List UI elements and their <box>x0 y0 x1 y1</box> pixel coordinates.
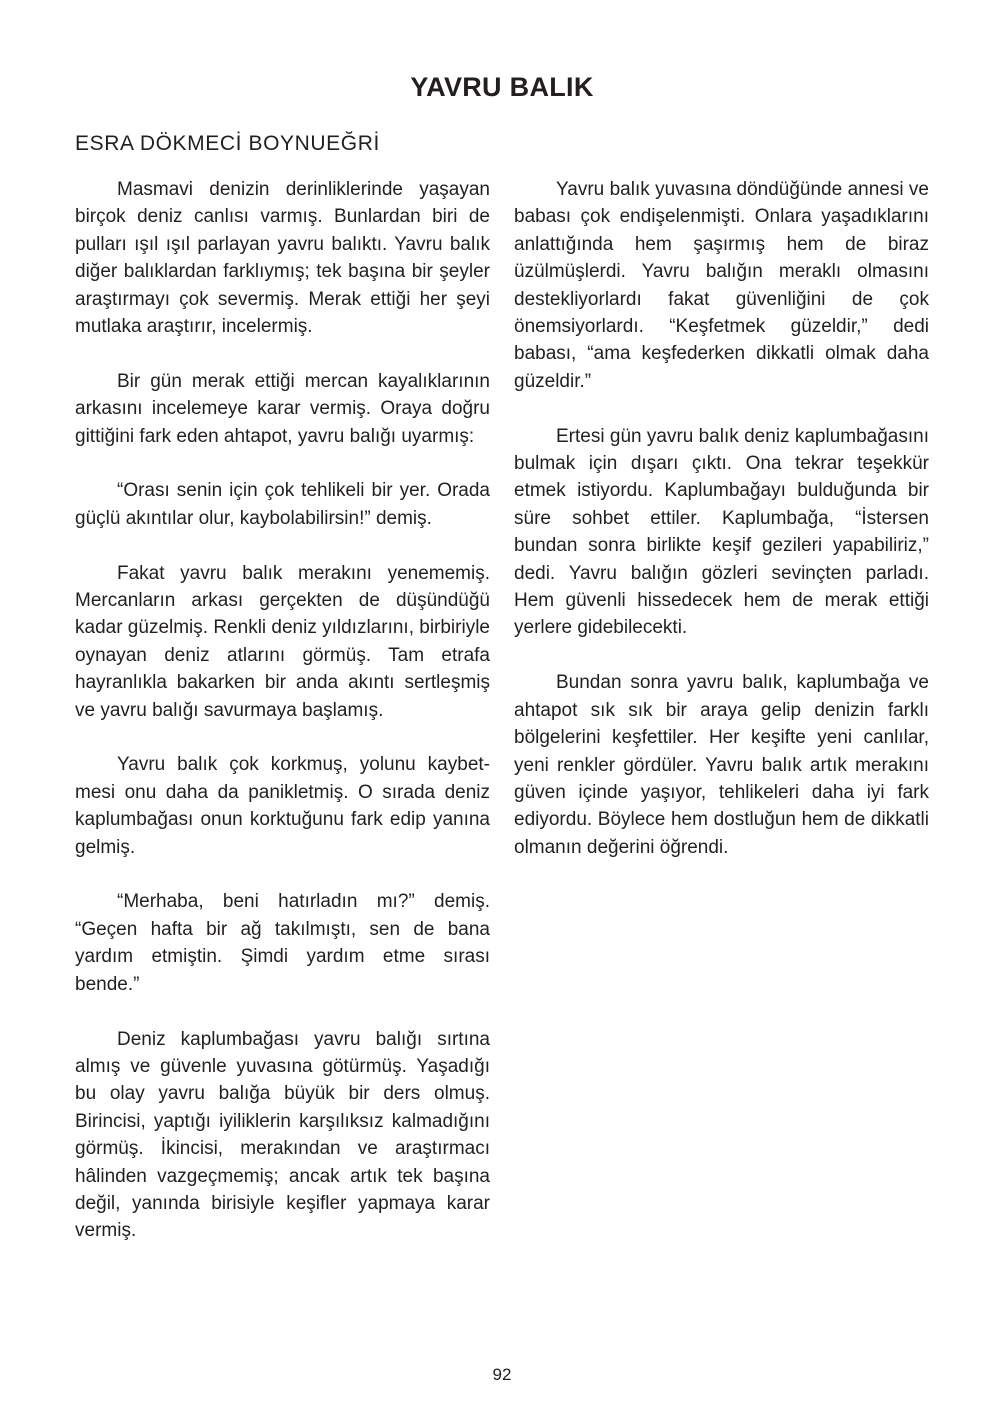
paragraph: Bir gün merak ettiği mercan kayalıklarının arkasını incelemeye karar vermiş. Oraya doğru gittiğini fark eden ahtapot, yavru balığı uyarmış: <box>75 370 490 447</box>
paragraph: “Orası senin için çok tehlikeli bir yer. Orada güçlü akıntılar olur, kaybolabilirsin!” demiş. <box>75 480 490 529</box>
paragraph: Bundan sonra yavru balık, kaplumbağa ve ahtapot sık sık bir araya gelip denizin farklı bölgelerini keşfettiler. Her keşifte yeni canlılar, yeni renkler gördüler. Yavru balık artık merakını güven içinde yaşıyor, tehlikeleri daha iyi fark ediyordu. Böylece hem dostluğun hem de dikkatli olmanın değerini öğrendi. <box>514 672 929 858</box>
page-number: 92 <box>492 1365 512 1384</box>
paragraph: Yavru balık çok korkmuş, yolunu kaybetmesi onu daha da panikletmiş. O sırada deniz kaplumbağası onun korktuğunu fark edip yanına gelmiş. <box>75 754 490 858</box>
author-name: ESRA DÖKMECİ BOYNUEĞRİ <box>75 132 380 155</box>
paragraph: Yavru balık yuvasına döndüğünde annesi ve babası çok endişelenmişti. Onlara yaşadıklarını anlattığında hem şaşırmış hem de biraz üzülmüşlerdi. Yavru balığın meraklı olmasını destekliyorlardı fakat güvenliğini de çok önemsiyorlardı. “Keşfetmek güzeldir,” dedi babası, “ama keşfederken dikkatli olmak daha güzeldir.” <box>514 179 929 392</box>
paragraph: Masmavi denizin derinliklerinde yaşayan birçok deniz canlısı varmış. Bunlardan biri de pulları ışıl ışıl parlayan yavru balıktı. Yavru balık diğer balıklardan farklıymış; tek başına bir şeyler araştırmayı çok severmiş. Merak ettiği her şeyi mutlaka araştırır, incelermiş. <box>75 179 490 338</box>
right-text-column <box>514 176 929 889</box>
left-text-column <box>75 176 490 1272</box>
paragraph: “Merhaba, beni hatırladın mı?” demiş. “Geçen hafta bir ağ takılmıştı, sen de bana yardım etmiştin. Şimdi yardım etme sırası bende.” <box>75 891 490 995</box>
paragraph: Deniz kaplumbağası yavru balığı sırtına almış ve güvenle yuvasına götürmüş. Yaşadığı bu olay yavru balığa büyük bir ders olmuş. Birincisi, yaptığı iyiliklerin karşılıksız kalmadığını görmüş. İkincisi, merakından ve araştırmacı hâlinden vazgeçmemiş; ancak artık tek başına değil, yanında birisiyle keşifler yapmaya karar vermiş. <box>75 1028 490 1242</box>
story-title: YAVRU BALIK <box>410 72 594 102</box>
paragraph: Ertesi gün yavru balık deniz kaplumbağasını bulmak için dışarı çıktı. Ona tekrar teşekkür etmek istiyordu. Kaplumbağayı bulduğunda bir süre sohbet ettiler. Kaplumbağa, “İstersen bundan sonra birlikte keşif gezileri yapabiliriz,” dedi. Yavru balığın gözleri sevinçten parladı. Hem güvenli hissedecek hem de merak ettiği yerlere gidebilecekti. <box>514 425 929 639</box>
paragraph: Fakat yavru balık merakını yenememiş. Mercanların arkası gerçekten de düşündüğü kadar güzelmiş. Renkli deniz yıldızlarını, birbiriyle oynayan deniz atlarını görmüş. Tam etrafa hayranlıkla bakarken bir anda akıntı sertleşmiş ve yavru balığı savurmaya başlamış. <box>75 562 490 721</box>
